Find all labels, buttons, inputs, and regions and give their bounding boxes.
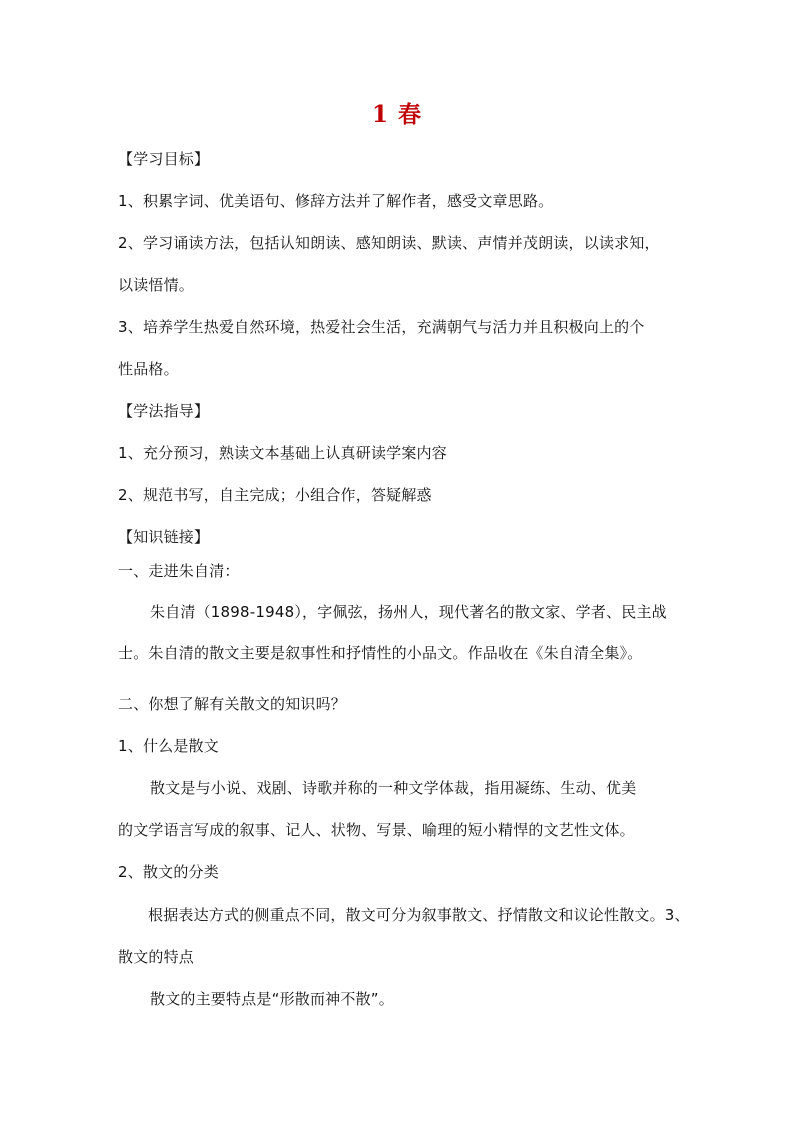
goal-item-2-continued: 以读悟情。 [118,276,195,294]
prose-definition-line-1: 散文是与小说、戏剧、诗歌并称的一种文学体裁，指用凝练、生动、优美 [150,779,637,797]
section-heading-study-guidance: 【学法指导】 [118,402,210,420]
guidance-item-2: 2、规范书写，自主完成；小组合作，答疑解惑 [118,486,432,504]
prose-features-heading: 散文的特点 [118,948,195,966]
paragraph-zhu-ziqing-line-1: 朱自清（1898-1948），字佩弦，扬州人，现代著名的散文家、学者、民主战 [150,603,667,621]
guidance-item-1: 1、充分预习，熟读文本基础上认真研读学案内容 [118,444,447,462]
goal-item-1: 1、积累字词、优美语句、修辞方法并了解作者，感受文章思路。 [118,192,554,210]
prose-classification-heading: 2、散文的分类 [118,863,219,881]
subheading-prose-knowledge: 二、你想了解有关散文的知识吗？ [118,695,347,713]
section-heading-learning-goals: 【学习目标】 [118,150,210,168]
goal-item-3: 3、培养学生热爱自然环境，热爱社会生活，充满朝气与活力并且积极向上的个 [118,318,645,336]
document-title: 1 春 [371,101,422,128]
prose-definition-heading: 1、什么是散文 [118,737,219,755]
prose-features-line: 散文的主要特点是“形散而神不散”。 [150,990,394,1008]
goal-item-3-continued: 性品格。 [118,360,179,378]
paragraph-zhu-ziqing-line-2: 士。朱自清的散文主要是叙事性和抒情性的小品文。作品收在《朱自清全集》。 [118,644,643,662]
goal-item-2: 2、学习诵读方法，包括认知朗读、感知朗读、默读、声情并茂朗读，以读求知， [118,234,660,252]
prose-classification-line: 根据表达方式的侧重点不同，散文可分为叙事散文、抒情散文和议论性散文。3、 [148,906,690,924]
subheading-zhu-ziqing: 一、走进朱自清： [118,562,240,580]
section-heading-knowledge-links: 【知识链接】 [118,528,210,546]
prose-definition-line-2: 的文学语言写成的叙事、记人、状物、写景、喻理的短小精悍的文艺性文体。 [118,821,635,839]
